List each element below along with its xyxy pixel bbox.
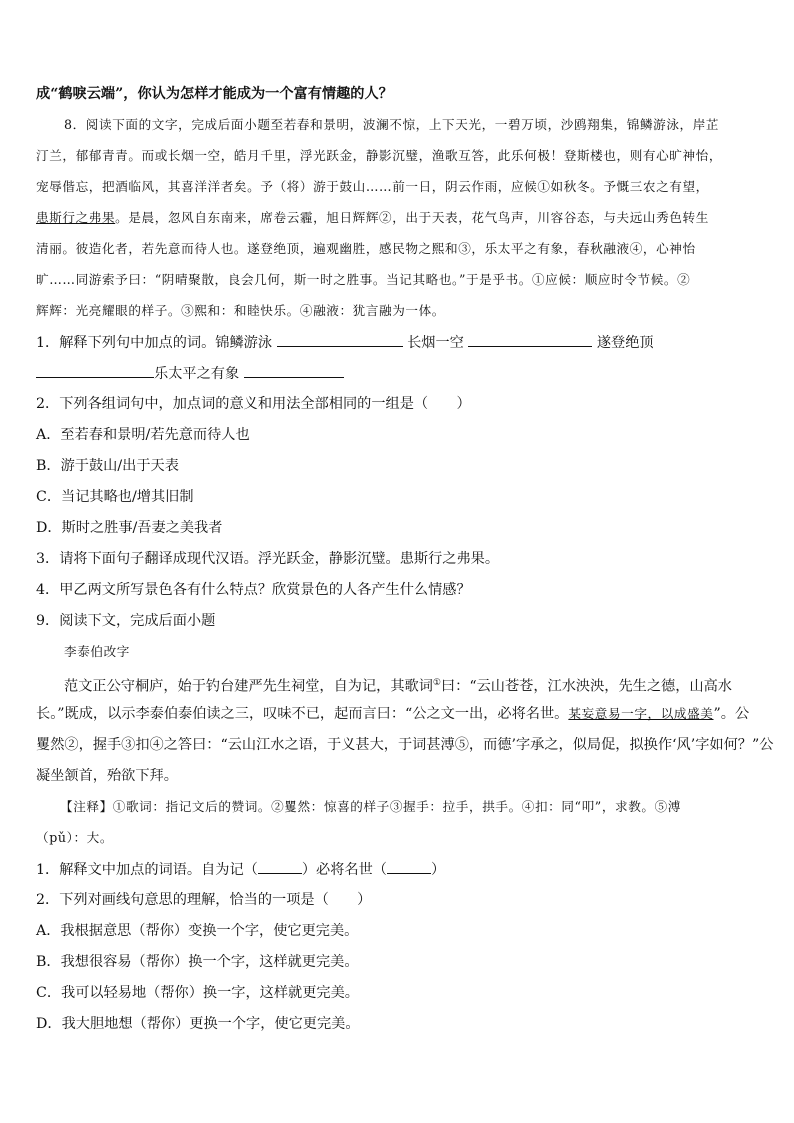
- passage-line: 范文正公守桐庐，始于钓台建严先生祠堂，自为记，其歌词①曰：“云山苍苍，江水泱泱，先生之德，山高水: [64, 678, 732, 695]
- question-text: 1．解释文中加点的词语。自为记（: [36, 862, 258, 878]
- text-line: [36, 208, 709, 228]
- option-a: A．至若春和景明/若先意而待人也: [36, 427, 250, 443]
- section-heading: 9．阅读下文，完成后面小题: [36, 613, 216, 629]
- answer-blank[interactable]: [387, 859, 431, 874]
- passage-line: [36, 704, 749, 724]
- text-line: 8．阅读下面的文字，完成后面小题至若春和景明，波澜不惊，上下天光，一碧万顷，沙鸥翔集，锦鳞游泳，岸芷: [64, 117, 720, 132]
- answer-blank[interactable]: [468, 332, 592, 347]
- option-c: C．当记其略也/增其旧制: [36, 489, 194, 505]
- question-line: 4．甲乙两文所写景色各有什么特点？欣赏景色的人各产生什么情感？: [36, 582, 471, 598]
- option-d: D．我大胆地想（帮你）更换一个字，使它更完美。: [36, 1016, 360, 1032]
- notes-line: （pǔ）：大。: [36, 830, 114, 845]
- question-line: [36, 332, 654, 353]
- question-text: 长烟一空: [407, 335, 464, 351]
- question-text: 遂登绝顶: [596, 335, 654, 351]
- text-line: 辉辉：光亮耀眼的样子。③熙和：和睦快乐。④融液：犹言融为一体。: [36, 303, 446, 318]
- text-line: 汀兰，郁郁青青。而或长烟一空，皓月千里，浮光跃金，静影沉璧，渔歌互答，此乐何极！登斯楼也，则有心旷神怡，: [36, 148, 723, 163]
- text-line: 清丽。彼造化者，若先意而待人也。遂登绝顶，遍观幽胜，感民物之熙和③，乐太平之有象，春秋融液④，心神怡: [36, 241, 696, 256]
- text-line: 旷……同游索予曰：“阴晴聚散，良会几何，斯一时之胜事。当记其略也。”于是乎书。①应候：顺应时令节候。②: [36, 272, 691, 287]
- text-span: 。是晨，忽风自东南来，席卷云霾，旭日辉辉②，出于天表，花气鸟声，川容谷态，与夫远山秀色转生: [115, 210, 709, 225]
- passage-title: 李泰伯改字: [64, 644, 130, 659]
- passage-line: 矍然②，握手③扣④之答曰：“云山江水之语，于义甚大，于词甚溥⑤，而德’字承之，似局促，拟换作‘风’字如何？”公: [36, 737, 774, 753]
- answer-blank[interactable]: [258, 859, 302, 874]
- option-a: A．我根据意思（帮你）变换一个字，使它更完美。: [36, 923, 359, 939]
- option-b: B．游于鼓山/出于天表: [36, 458, 179, 474]
- underlined-sentence: 患斯行之弗果: [36, 210, 116, 225]
- text-span: 长。”既成，以示李泰伯泰伯读之三，叹味不已，起而言曰：“公之文一出，必将名世。: [36, 706, 569, 722]
- option-d: D．斯时之胜事/吾妻之美我者: [36, 520, 223, 536]
- question-text: ）必将名世（: [301, 862, 387, 878]
- question-line: 2．下列对画线句意思的理解，恰当的一项是（ ）: [36, 892, 372, 908]
- text-span: 范文正公守桐庐，始于钓台建严先生祠堂，自为记，其歌词: [64, 678, 433, 695]
- question-text: 1．解释下列句中加点的词。锦鳞游泳: [36, 335, 273, 351]
- question-line: 2．下列各组词句中，加点词的意义和用法全部相同的一组是（ ）: [36, 396, 471, 412]
- question-line: 3．请将下面句子翻译成现代汉语。浮光跃金，静影沉璧。患斯行之弗果。: [36, 551, 500, 567]
- text-span: 曰：“云山苍苍，江水泱泱，先生之德，山高水: [440, 678, 732, 695]
- answer-blank[interactable]: [277, 332, 403, 347]
- answer-blank[interactable]: [244, 363, 344, 378]
- question-line: [36, 363, 344, 384]
- question-text: 乐太平之有象: [154, 366, 240, 382]
- notes-line: 【注释】①歌词：指记文后的赞词。②矍然：惊喜的样子③握手：拉手，拱手。④扣：同“叩”，求教。⑤溥: [60, 799, 681, 814]
- question-text: ）: [430, 862, 446, 878]
- question-line: [36, 859, 445, 880]
- option-b: B．我想很容易（帮你）换一个字，这样就更完美。: [36, 954, 359, 970]
- text-line: 宠辱偕忘，把酒临风，其喜洋洋者矣。予（将）游于鼓山……前一日，阴云作雨，应候①如秋冬。予慨三农之有望，: [36, 179, 709, 194]
- option-c: C．我可以轻易地（帮你）换一字，这样就更完美。: [36, 985, 359, 1001]
- text-span: ”。公: [713, 706, 750, 722]
- text-line: 成“鹤唳云端”，你认为怎样才能成为一个富有情趣的人？: [36, 86, 393, 102]
- answer-blank[interactable]: [36, 363, 154, 378]
- underlined-sentence: 某妄意易一字，以成盛美: [568, 706, 714, 721]
- passage-line: 凝坐颔首，殆欲下拜。: [36, 768, 178, 784]
